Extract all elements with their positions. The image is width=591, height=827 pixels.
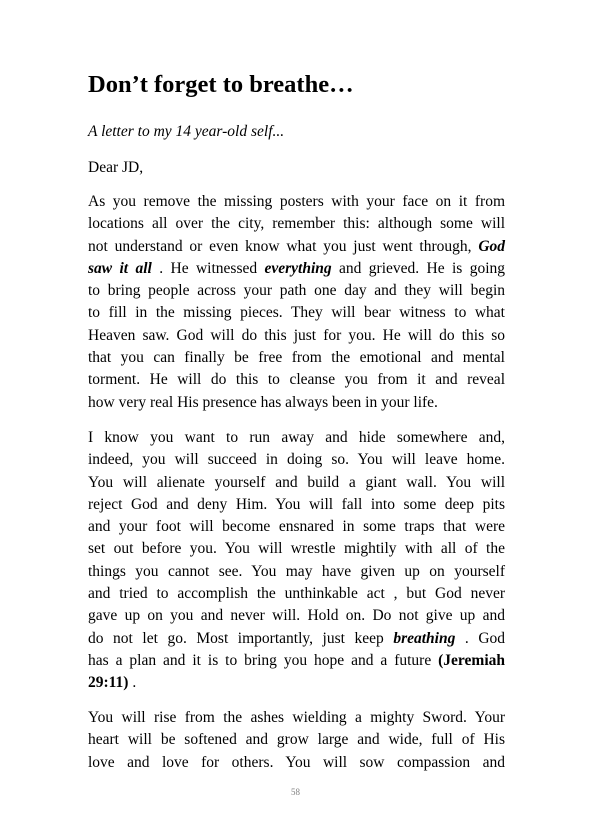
text-line: to fill in the missing pieces. They will bear witness to what <box>88 304 505 322</box>
text-line: reject God and deny Him. You will fall into some deep pits <box>88 495 505 513</box>
text-line: You will rise from the ashes wielding a mighty Sword. Your <box>88 709 505 726</box>
scripture-reference: 29:11) <box>88 674 129 692</box>
text-line: You will alienate yourself and build a giant wall. You will <box>88 473 505 491</box>
text-run: . God <box>455 629 506 647</box>
paragraph-2 <box>88 427 505 695</box>
emphasis-text: God <box>478 237 506 255</box>
salutation: Dear JD, <box>88 159 144 176</box>
text-line: love and love for others. You will sow compassion and <box>88 753 505 771</box>
text-line: I know you want to run away and hide somewhere and, <box>88 429 505 446</box>
page-title: Don’t forget to breathe… <box>88 71 354 98</box>
text-line <box>88 628 505 650</box>
text-line <box>88 258 505 280</box>
text-line: things you cannot see. You may have given up on yourself <box>88 562 505 580</box>
text-run: . <box>128 674 137 692</box>
text-line <box>88 236 505 258</box>
text-line <box>88 650 505 672</box>
text-line: and your foot will become ensnared in some traps that were <box>88 518 505 536</box>
text-run: not understand or even know what you just went through, <box>88 237 472 255</box>
scripture-reference: (Jeremiah <box>438 651 505 669</box>
text-line: heart will be softened and grow large and wide, full of His <box>88 731 505 749</box>
text-line: Heaven saw. God will do this just for you. He will do this so <box>88 326 505 344</box>
text-line: how very real His presence has always been in your life. <box>88 393 438 411</box>
paragraph-3 <box>88 707 505 774</box>
text-line: locations all over the city, remember this: although some will <box>88 215 505 233</box>
text-line: gave up on you and never will. Hold on. Do not give up and <box>88 607 505 625</box>
text-run: do not let go. Most importantly, just keep <box>88 629 384 647</box>
text-run: and grieved. He is going <box>331 259 506 277</box>
text-line: torment. He will do this to cleanse you from it and reveal <box>88 371 505 389</box>
text-run: . He witnessed <box>151 259 265 277</box>
page-number: 58 <box>291 787 300 797</box>
text-line: to bring people across your path one day and they will begin <box>88 282 505 300</box>
text-line: set out before you. You will wrestle mightily with all of the <box>88 540 505 558</box>
text-line: indeed, you will succeed in doing so. You will leave home. <box>88 451 505 469</box>
emphasis-text: saw it all <box>88 259 152 277</box>
paragraph-1 <box>88 191 505 414</box>
text-line: that you can finally be free from the emotional and mental <box>88 349 505 367</box>
emphasis-text: breathing <box>393 629 456 647</box>
text-line <box>88 672 505 694</box>
text-line: As you remove the missing posters with your face on it from <box>88 193 505 210</box>
text-run: has a plan and it is to bring you hope and a future <box>88 651 432 669</box>
text-line: and tried to accomplish the unthinkable act , but God never <box>88 585 505 603</box>
letter-subtitle: A letter to my 14 year-old self... <box>88 123 285 140</box>
emphasis-text: everything <box>264 259 332 277</box>
